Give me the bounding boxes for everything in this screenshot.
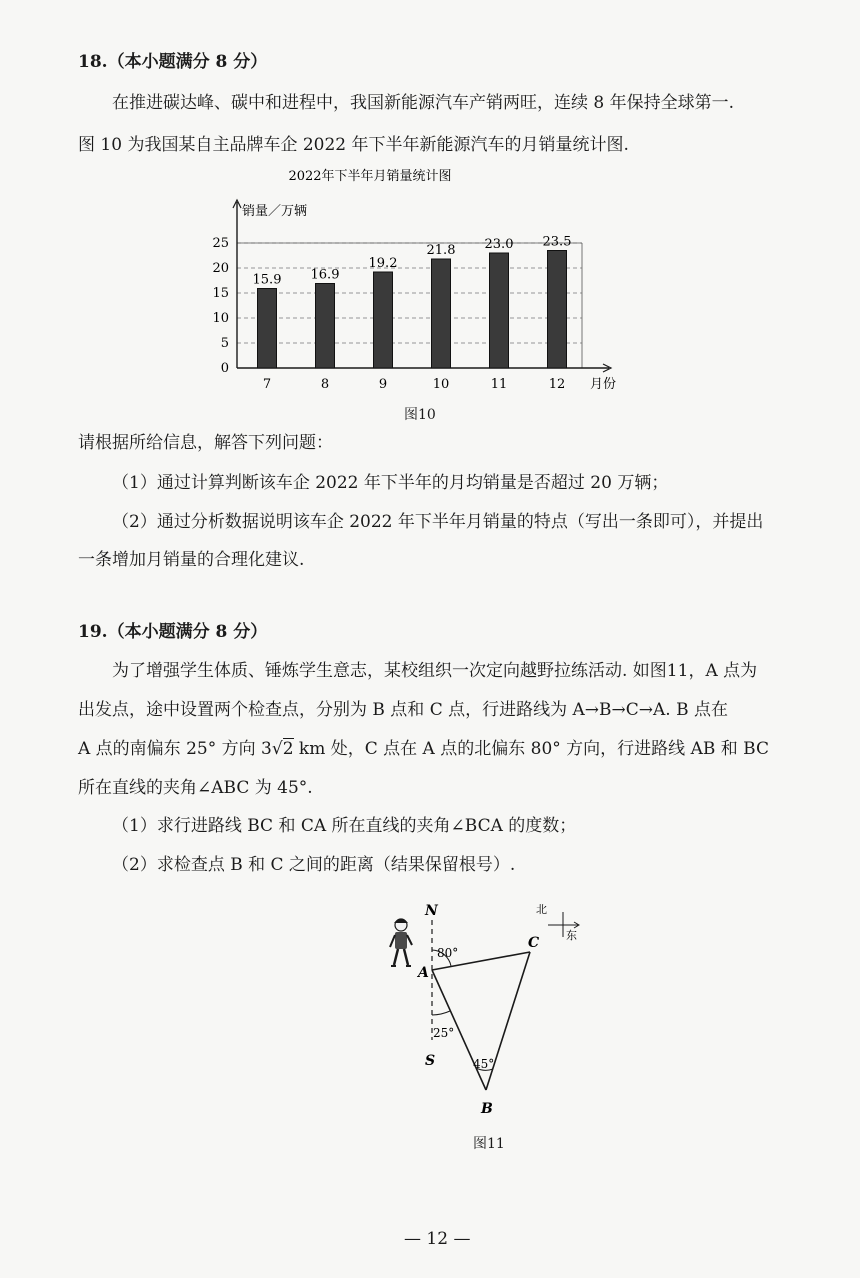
q19-line3 [78, 737, 769, 761]
bar-11 [490, 253, 509, 368]
label-n: N [425, 903, 438, 919]
q19-line3-part-b: km 处，C 点在 A 点的北偏东 80° 方向，行进路线 AB 和 BC [293, 739, 769, 759]
label-a: A [418, 965, 429, 981]
bar-value-label: 19.2 [368, 256, 398, 271]
label-s: S [425, 1053, 436, 1069]
angle-25-label: 25° [433, 1026, 455, 1040]
bar-value-label: 15.9 [252, 272, 282, 288]
q18-prompt: 请根据所给信息，解答下列问题： [78, 433, 333, 453]
angle-25-arc [432, 1011, 450, 1015]
q18-part1: （1）通过计算判断该车企 2022 年下半年的月均销量是否超过 20 万辆； [112, 473, 669, 493]
bar-10 [432, 259, 451, 368]
q19-part2: （2）求检查点 B 和 C 之间的距离（结果保留根号）. [112, 855, 516, 875]
bar-value-label: 16.9 [310, 267, 340, 283]
bar-9 [374, 272, 393, 368]
q18-intro-line1: 在推进碳达峰、碳中和进程中，我国新能源汽车产销两旺，连续 8 年保持全球第一. [112, 93, 735, 113]
label-c: C [528, 935, 540, 951]
q19-heading: 19.（本小题满分 8 分） [78, 622, 268, 642]
walking-student-icon [390, 919, 412, 967]
x-tick-label: 7 [262, 377, 272, 392]
compass-north-label: 北 [536, 903, 547, 916]
y-tick-label: 10 [212, 311, 229, 326]
x-tick-label: 8 [320, 377, 330, 392]
sqrt-radical-sign: √ [271, 739, 283, 759]
x-tick-label: 12 [548, 377, 566, 392]
y-tick-label: 0 [220, 361, 229, 376]
q19-line2: 出发点，途中设置两个检查点，分别为 B 点和 C 点，行进路线为 A→B→C→A. B 点在 [78, 700, 729, 720]
page-number: — 12 — [404, 1229, 471, 1249]
x-tick-label: 10 [432, 377, 450, 392]
bar-value-label: 23.5 [542, 234, 572, 250]
x-tick-label: 11 [490, 377, 508, 392]
q19-line4: 所在直线的夹角∠ABC 为 45°. [78, 778, 313, 798]
y-tick-label: 5 [220, 336, 229, 351]
route-diagram [380, 895, 600, 1125]
q18-heading: 18.（本小题满分 8 分） [78, 52, 268, 72]
bar-8 [316, 284, 335, 369]
angle-80-label: 80° [437, 946, 459, 960]
q19-line3-part-a: A 点的南偏东 25° 方向 3 [78, 739, 272, 759]
compass-east-label: 东 [566, 929, 577, 942]
y-tick-label: 25 [212, 236, 229, 251]
bar-value-label: 23.0 [484, 237, 514, 252]
label-b: B [481, 1101, 493, 1117]
chart-title: 2022年下半年月销量统计图 [288, 169, 452, 184]
sqrt-radicand: 2 [282, 739, 294, 759]
bar-value-label: 21.8 [426, 243, 456, 258]
chart-y-axis-label: 销量／万辆 [242, 204, 308, 219]
q19-part1: （1）求行进路线 BC 和 CA 所在直线的夹角∠BCA 的度数； [112, 816, 577, 836]
q18-part2-line2: 一条增加月销量的合理化建议. [78, 550, 305, 570]
bar-7 [258, 289, 277, 369]
chart-x-axis-label: 月份 [590, 377, 617, 392]
x-tick-label: 9 [378, 377, 388, 392]
y-tick-label: 20 [212, 261, 229, 276]
q18-intro-line2: 图 10 为我国某自主品牌车企 2022 年下半年新能源汽车的月销量统计图. [78, 135, 629, 155]
q18-part2-line1: （2）通过分析数据说明该车企 2022 年下半年月销量的特点（写出一条即可），并提出 [112, 512, 764, 532]
monthly-sales-bar-chart [200, 160, 640, 400]
compass-icon [536, 903, 579, 942]
figure-11-caption: 图11 [473, 1136, 505, 1152]
y-tick-label: 15 [212, 286, 229, 301]
q19-line1: 为了增强学生体质、锤炼学生意志，某校组织一次定向越野拉练活动. 如图11，A 点为 [112, 661, 758, 681]
figure-10-caption: 图10 [404, 407, 436, 423]
bar-12 [548, 251, 567, 369]
angle-45-label: 45° [473, 1057, 495, 1071]
